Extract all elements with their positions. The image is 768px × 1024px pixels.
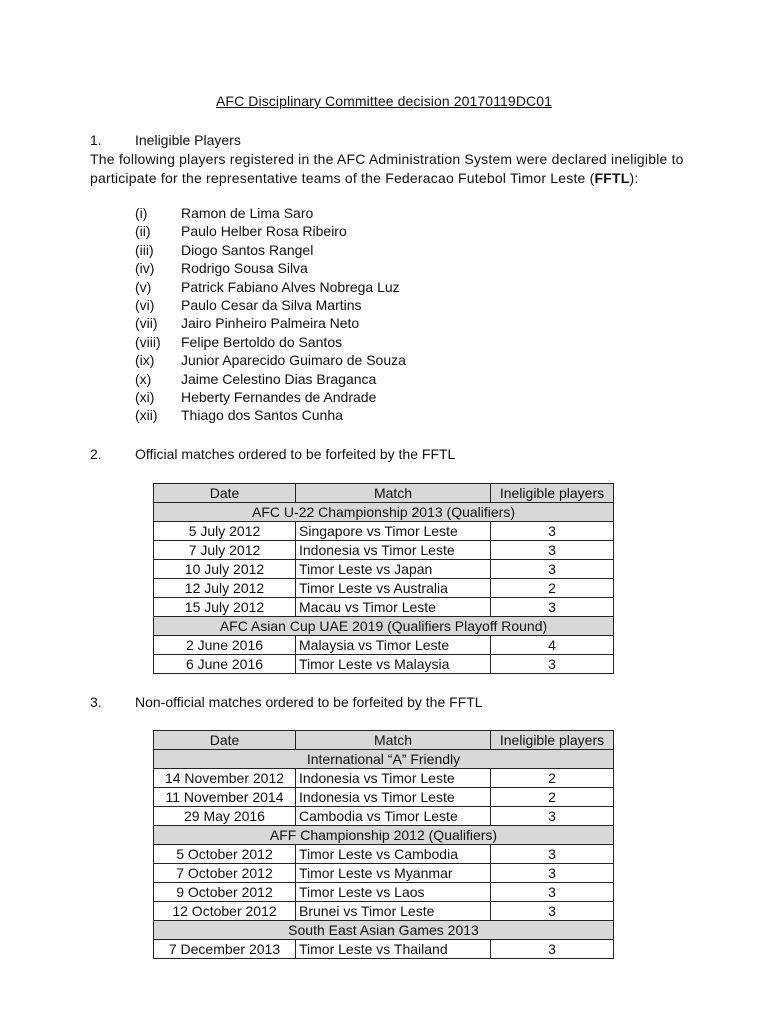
player-roman-numeral: (v) [135,278,152,295]
table-header-row [154,484,614,503]
match-teams: Brunei vs Timor Leste [296,902,491,921]
table-row [154,598,614,617]
player-name: Diogo Santos Rangel [181,241,314,258]
player-name: Ramon de Lima Saro [181,205,314,221]
match-teams: Indonesia vs Timor Leste [296,788,491,807]
section-3-number: 3. [90,694,102,710]
table-row [154,655,614,674]
competition-name: South East Asian Games 2013 [154,921,614,940]
header-match: Match [296,731,491,750]
player-list-item [135,370,406,388]
player-name: Jairo Pinheiro Palmeira Neto [181,315,360,332]
table-group-row [154,826,614,845]
match-teams: Cambodia vs Timor Leste [296,807,491,826]
player-name: Felipe Bertoldo do Santos [181,333,343,350]
match-date: 7 December 2013 [154,940,296,959]
match-date: 6 June 2016 [154,655,296,674]
competition-name: AFC U-22 Championship 2013 (Qualifiers) [154,503,614,522]
player-list-item [135,388,406,406]
player-roman-numeral: (xii) [135,407,158,424]
match-date: 9 October 2012 [154,883,296,902]
match-date: 5 July 2012 [154,522,296,541]
header-date: Date [154,731,296,750]
section-1-number: 1. [90,132,102,148]
ineligible-count: 3 [491,541,614,560]
player-list-item [135,314,406,332]
match-date: 15 July 2012 [154,598,296,617]
official-matches-table [153,483,614,674]
player-list-item [135,204,406,222]
player-list-item [135,351,406,369]
match-date: 11 November 2014 [154,788,296,807]
match-teams: Timor Leste vs Australia [296,579,491,598]
section-1-title: Ineligible Players [135,132,241,148]
table-row [154,541,614,560]
competition-name: International “A” Friendly [154,750,614,769]
table-row [154,883,614,902]
player-roman-numeral: (iv) [135,260,155,277]
table-row [154,769,614,788]
competition-name: AFF Championship 2012 (Qualifiers) [154,826,614,845]
section-1-heading [90,132,241,148]
match-teams: Timor Leste vs Malaysia [296,655,491,674]
section-2-number: 2. [90,446,102,462]
player-roman-numeral: (x) [135,370,152,387]
player-roman-numeral: (i) [135,205,148,221]
ineligible-count: 3 [491,560,614,579]
match-date: 10 July 2012 [154,560,296,579]
match-teams: Timor Leste vs Cambodia [296,845,491,864]
player-list-item [135,259,406,277]
header-ineligible-players: Ineligible players [491,731,614,750]
table-group-row [154,750,614,769]
table-row [154,636,614,655]
player-list-item [135,222,406,240]
player-list-item [135,296,406,314]
player-list-item [135,241,406,259]
ineligible-count: 3 [491,598,614,617]
table-row [154,845,614,864]
ineligible-count: 2 [491,769,614,788]
table-row [154,579,614,598]
ineligible-count: 3 [491,864,614,883]
ineligible-count: 3 [491,940,614,959]
section-3-heading [90,694,483,710]
document-title: AFC Disciplinary Committee decision 20170119DC01 [215,93,553,109]
section-3-title: Non-official matches ordered to be forfeited by the FFTL [135,694,483,710]
match-teams: Macau vs Timor Leste [296,598,491,617]
ineligible-count: 3 [491,883,614,902]
table-row [154,940,614,959]
match-teams: Timor Leste vs Laos [296,883,491,902]
player-roman-numeral: (xi) [135,388,155,405]
player-roman-numeral: (ii) [135,223,151,240]
section-2-heading [90,446,455,462]
table-group-row [154,921,614,940]
player-list-item [135,278,406,296]
match-teams: Indonesia vs Timor Leste [296,541,491,560]
table-row [154,522,614,541]
match-date: 12 October 2012 [154,902,296,921]
player-name: Rodrigo Sousa Silva [181,260,308,277]
player-roman-numeral: (vii) [135,315,158,332]
player-roman-numeral: (ix) [135,352,155,369]
player-name: Patrick Fabiano Alves Nobrega Luz [181,278,400,295]
ineligible-count: 3 [491,655,614,674]
table-header-row [154,731,614,750]
header-date: Date [154,484,296,503]
match-teams: Timor Leste vs Thailand [296,940,491,959]
player-name: Paulo Cesar da Silva Martins [181,296,362,313]
player-list-item [135,333,406,351]
paragraph-text-end: ): [629,170,639,186]
match-teams: Indonesia vs Timor Leste [296,769,491,788]
match-date: 29 May 2016 [154,807,296,826]
section-2-title: Official matches ordered to be forfeited by the FFTL [135,446,456,462]
non-official-matches-table [153,730,614,959]
ineligible-count: 3 [491,902,614,921]
table-group-row [154,617,614,636]
paragraph-text-start: The following players registered in the AFC Administration System were declared ineligible to participate for the representative teams of the Federacao Futebol Timor Leste ( [90,151,684,186]
ineligible-count: 3 [491,807,614,826]
section-1-paragraph [90,150,690,188]
table-row [154,902,614,921]
table-row [154,807,614,826]
player-name: Paulo Helber Rosa Ribeiro [181,223,347,240]
ineligible-count: 4 [491,636,614,655]
match-teams: Timor Leste vs Japan [296,560,491,579]
match-teams: Malaysia vs Timor Leste [296,636,491,655]
ineligible-count: 2 [491,788,614,807]
player-roman-numeral: (viii) [135,333,161,350]
ineligible-players-list [135,204,406,425]
ineligible-count: 3 [491,522,614,541]
table-row [154,788,614,807]
ineligible-count: 3 [491,845,614,864]
header-match: Match [296,484,491,503]
table-row [154,864,614,883]
match-date: 2 June 2016 [154,636,296,655]
player-name: Junior Aparecido Guimaro de Souza [181,352,406,369]
match-date: 7 October 2012 [154,864,296,883]
header-ineligible-players: Ineligible players [491,484,614,503]
ineligible-count: 2 [491,579,614,598]
player-name: Heberty Fernandes de Andrade [181,388,377,405]
match-date: 5 October 2012 [154,845,296,864]
paragraph-bold-abbrev: FFTL [594,170,630,186]
match-teams: Singapore vs Timor Leste [296,522,491,541]
match-teams: Timor Leste vs Myanmar [296,864,491,883]
player-list-item [135,406,406,424]
table-group-row [154,503,614,522]
player-roman-numeral: (vi) [135,296,155,313]
player-name: Thiago dos Santos Cunha [181,407,343,424]
match-date: 7 July 2012 [154,541,296,560]
player-roman-numeral: (iii) [135,241,154,258]
match-date: 12 July 2012 [154,579,296,598]
match-date: 14 November 2012 [154,769,296,788]
competition-name: AFC Asian Cup UAE 2019 (Qualifiers Playoff Round) [154,617,614,636]
table-row [154,560,614,579]
player-name: Jaime Celestino Dias Braganca [181,370,377,387]
